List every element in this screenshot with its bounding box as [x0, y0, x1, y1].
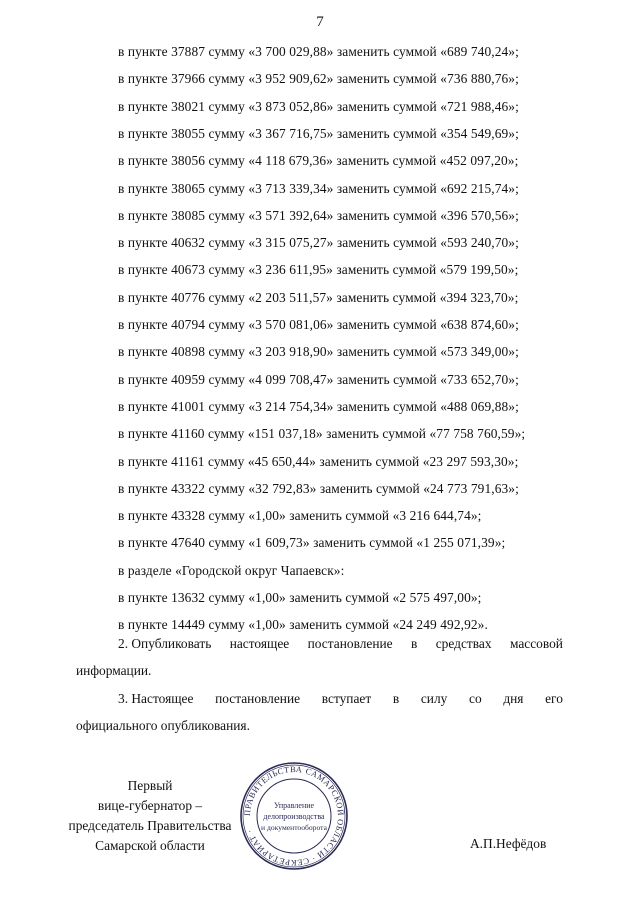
- signer-title-line1: Первый: [127, 778, 173, 793]
- amendment-line: в пункте 37966 сумму «3 952 909,62» заменить суммой «736 880,76»;: [118, 71, 519, 87]
- amendment-line: в пункте 40959 сумму «4 099 708,47» заменить суммой «733 652,70»;: [118, 371, 519, 387]
- paragraph-word: дня: [503, 691, 524, 706]
- paragraph-word: 2. Опубликовать: [118, 636, 212, 651]
- amendment-line: в пункте 13632 сумму «1,00» заменить суммой «2 575 497,00»;: [118, 590, 482, 605]
- amendment-line: в пункте 37887 сумму «3 700 029,88» заменить суммой «689 740,24»;: [118, 44, 519, 59]
- amendment-line: в пункте 43328 сумму «1,00» заменить суммой «3 216 644,74»;: [118, 508, 482, 524]
- paragraph-word: средствах: [435, 636, 492, 651]
- signer-title-block: [30, 776, 270, 856]
- amendment-line: в пункте 14449 сумму «1,00» заменить суммой «24 249 492,92».: [118, 617, 488, 633]
- paragraph-word: вступает: [321, 691, 372, 706]
- amendment-line: в пункте 40776 сумму «2 203 511,57» заменить суммой «394 323,70»;: [118, 289, 519, 305]
- paragraph-word: со: [469, 691, 482, 706]
- amendment-line: в пункте 38021 сумму «3 873 052,86» заменить суммой «721 988,46»;: [118, 98, 519, 114]
- amendment-line: в пункте 43322 сумму «32 792,83» заменить суммой «24 773 791,63»;: [118, 480, 519, 496]
- paragraph-word: силу: [420, 691, 448, 706]
- page-number: 7: [316, 14, 324, 30]
- paragraph-3-line2: официального опубликования.: [76, 718, 250, 733]
- amendment-line: в пункте 40898 сумму «3 203 918,90» заменить суммой «573 349,00»;: [118, 344, 519, 360]
- paragraph-2-line1: [118, 636, 563, 652]
- amendment-line: в пункте 38056 сумму «4 118 679,36» заменить суммой «452 097,20»;: [118, 153, 519, 169]
- svg-text:и документооборота: и документооборота: [261, 823, 327, 832]
- section-heading: в разделе «Городской округ Чапаевск»:: [118, 562, 345, 578]
- paragraph-3-line1: [118, 691, 563, 707]
- amendment-line: в пункте 41161 сумму «45 650,44» заменить суммой «23 297 593,30»;: [118, 453, 519, 469]
- amendment-line: в пункте 38055 сумму «3 367 716,75» заменить суммой «354 549,69»;: [118, 125, 519, 141]
- paragraph-word: его: [545, 691, 563, 706]
- signer-title-line4: Самарской области: [95, 838, 205, 853]
- signer-title-line2: вице-губернатор –: [97, 798, 203, 813]
- amendment-line: в пункте 41160 сумму «151 037,18» заменить суммой «77 758 760,59»;: [118, 426, 526, 442]
- amendment-line: в пункте 41001 сумму «3 214 754,34» заменить суммой «488 069,88»;: [118, 398, 519, 414]
- svg-text:Управление: Управление: [273, 801, 315, 810]
- svg-text:ПРАВИТЕЛЬСТВА САМАРСКОЙ ОБЛАСТ: ПРАВИТЕЛЬСТВА САМАРСКОЙ ОБЛАСТИ · СЕКРЕТАРИАТ ·: [242, 764, 346, 868]
- paragraph-word: в: [411, 636, 418, 651]
- paragraph-word: в: [392, 691, 400, 706]
- paragraph-2-line2: информации.: [76, 663, 152, 678]
- amendment-line: в пункте 40673 сумму «3 236 611,95» заменить суммой «579 199,50»;: [118, 262, 519, 278]
- svg-text:делопроизводства: делопроизводства: [263, 812, 325, 821]
- official-stamp-seal: [238, 760, 350, 872]
- amendment-line: в пункте 40794 сумму «3 570 081,06» заменить суммой «638 874,60»;: [118, 317, 519, 332]
- amendment-line: в пункте 38085 сумму «3 571 392,64» заменить суммой «396 570,56»;: [118, 207, 519, 223]
- amendment-line: в пункте 38065 сумму «3 713 339,34» заменить суммой «692 215,74»;: [118, 180, 519, 196]
- paragraph-word: постановление: [307, 636, 393, 651]
- paragraph-word: 3. Настоящее: [118, 691, 194, 706]
- paragraph-word: массовой: [509, 636, 563, 651]
- paragraph-word: настоящее: [229, 636, 290, 651]
- signer-name: А.П.Нефёдов: [470, 836, 547, 851]
- amendment-line: в пункте 47640 сумму «1 609,73» заменить суммой «1 255 071,39»;: [118, 535, 506, 551]
- amendment-line: в пункте 40632 сумму «3 315 075,27» заменить суммой «593 240,70»;: [118, 235, 519, 251]
- signer-title-line3: председатель Правительства: [68, 818, 232, 833]
- paragraph-word: постановление: [215, 691, 301, 706]
